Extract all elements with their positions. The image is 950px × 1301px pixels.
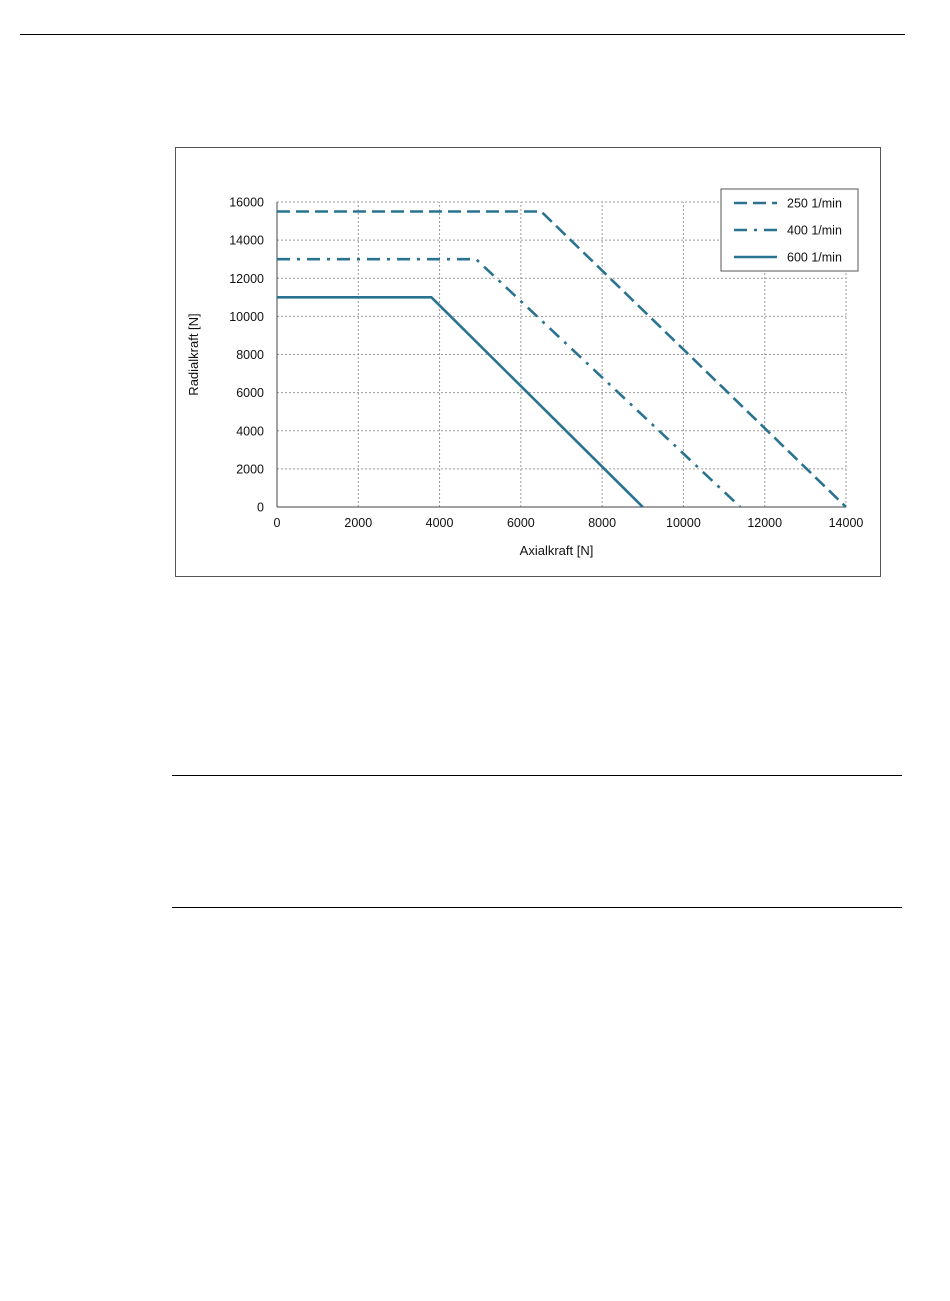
x-axis-title: Axialkraft [N] — [519, 543, 594, 558]
y-tick-label: 12000 — [229, 271, 264, 286]
x-tick-label: 2000 — [344, 516, 373, 530]
y-tick-label: 16000 — [229, 195, 264, 210]
y-tick-label: 0 — [257, 500, 264, 515]
y-axis-title: Radialkraft [N] — [186, 313, 201, 396]
legend-label: 600 1/min — [787, 250, 842, 265]
legend-label: 400 1/min — [787, 223, 842, 238]
section-rule — [172, 775, 902, 776]
x-tick-label: 12000 — [747, 516, 783, 530]
x-tick-label: 8000 — [588, 516, 617, 530]
y-tick-label: 6000 — [236, 386, 264, 401]
x-tick-label: 0 — [273, 516, 281, 530]
y-tick-label: 8000 — [236, 348, 264, 362]
y-tick-label: 14000 — [229, 233, 264, 248]
y-tick-label: 2000 — [236, 462, 264, 477]
x-tick-label: 14000 — [828, 516, 864, 530]
y-tick-label: 4000 — [236, 424, 264, 439]
x-tick-label: 4000 — [425, 516, 454, 530]
x-tick-label: 10000 — [666, 516, 701, 530]
header-rule — [20, 34, 905, 35]
section-rule — [172, 907, 902, 908]
legend-label: 250 1/min — [787, 196, 842, 211]
y-tick-label: 10000 — [229, 309, 264, 324]
series-line — [277, 297, 643, 507]
chart-frame — [175, 147, 881, 577]
line-chart — [176, 148, 882, 578]
legend — [721, 189, 858, 271]
x-tick-label: 6000 — [506, 516, 535, 530]
